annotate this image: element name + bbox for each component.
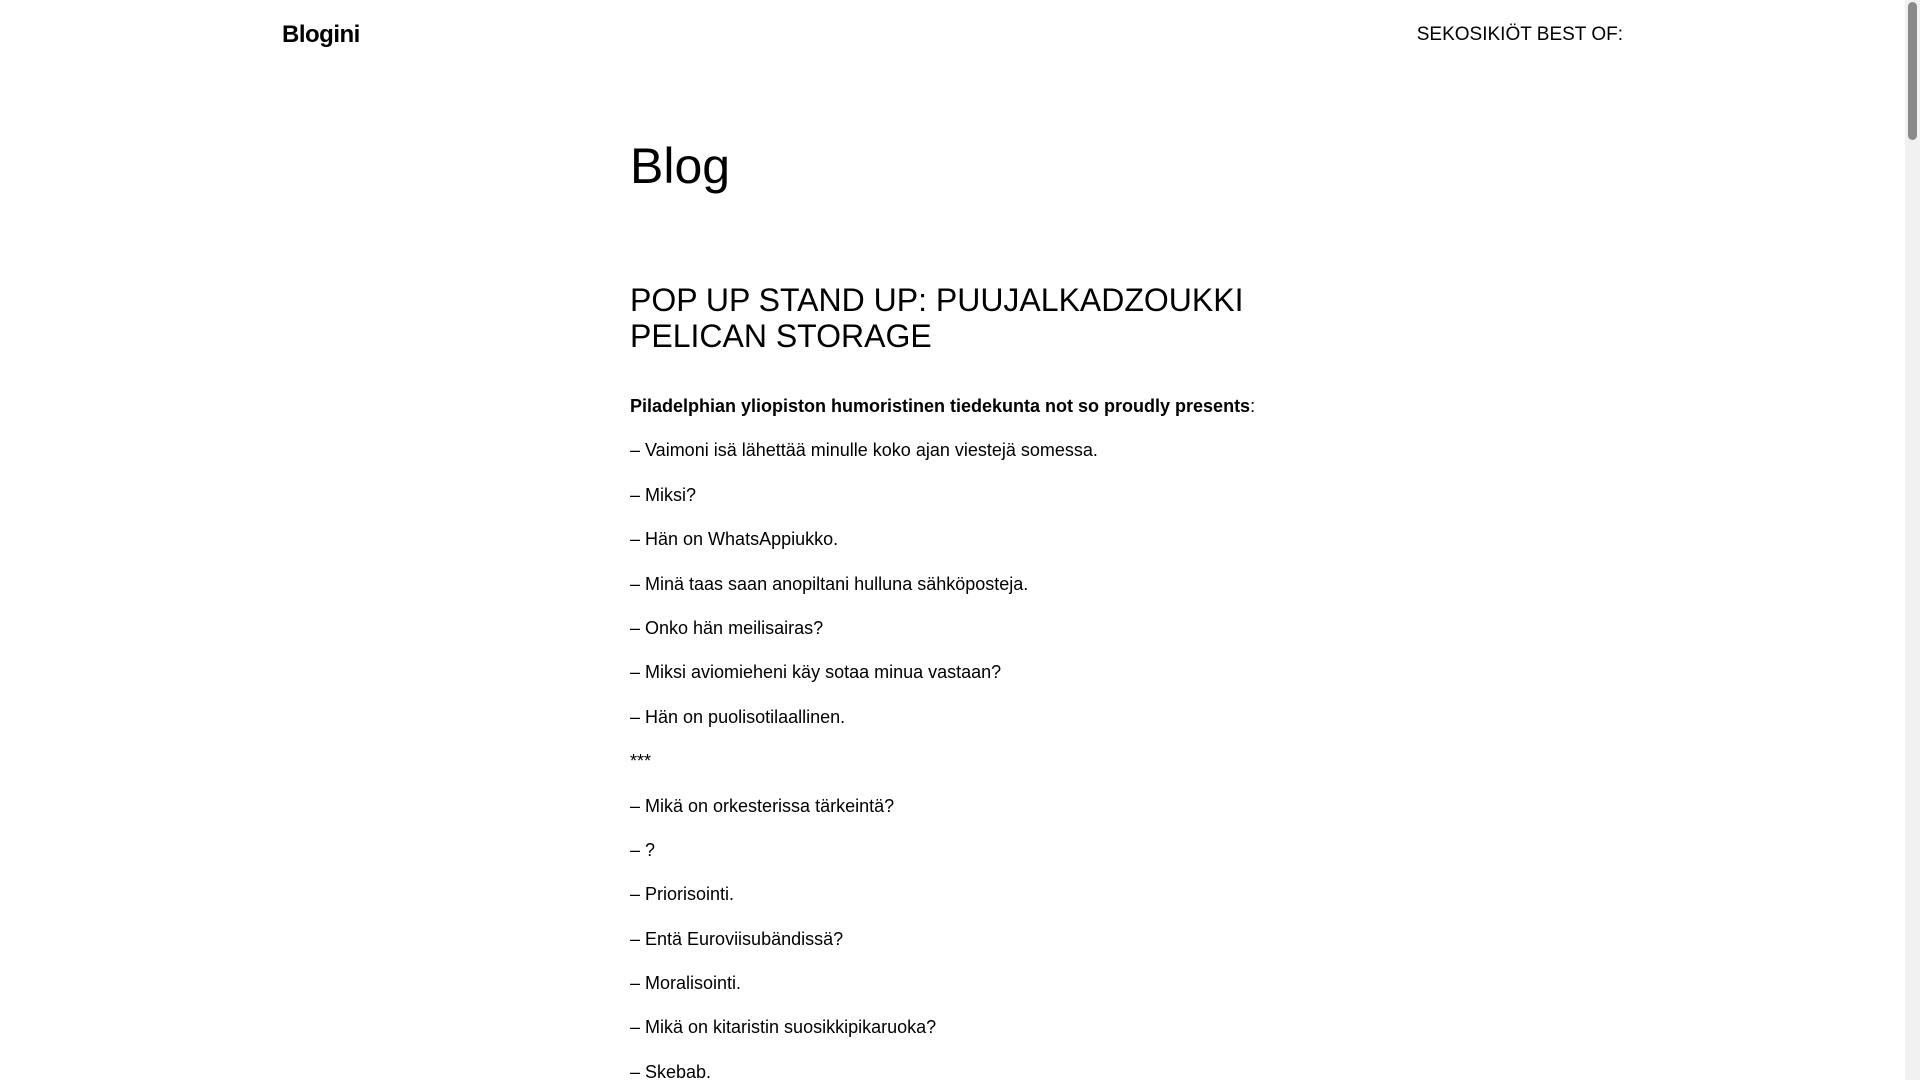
post-line: – Moralisointi. (630, 973, 742, 994)
site-title-link[interactable]: Blogini (282, 21, 360, 48)
post-line: – Priorisointi. (630, 884, 735, 905)
nav-menu-link[interactable]: SEKOSIKIÖT BEST OF: (1416, 24, 1623, 45)
post-content (630, 395, 1330, 1080)
post-title-link[interactable]: POP UP STAND UP: PUUJALKADZOUKKI PELICAN STORAGE (630, 282, 1244, 354)
post-line: – Minä taas saan anopiltani hulluna sähköposteja. (630, 573, 1029, 594)
post-line: – Miksi? (630, 484, 697, 505)
post-intro-bold: Piladelphian yliopiston humoristinen tiedekunta not so proudly presents (630, 396, 1251, 416)
post-line: – Mikä on kitaristin suosikkipikaruoka? (630, 1017, 937, 1038)
post-line: – Entä Euroviisubändissä? (630, 928, 844, 949)
post-line: – Miksi aviomieheni käy sotaa minua vastaan? (630, 662, 1002, 683)
post-line: – Mikä on orkesterissa tärkeintä? (630, 795, 895, 816)
page-title: Blog (630, 138, 731, 194)
post-line: – Hän on WhatsAppiukko. (630, 529, 839, 550)
post-intro-suffix: : (1250, 396, 1256, 416)
post-line: – Skebab. (630, 1061, 712, 1080)
post-line: – Vaimoni isä lähettää minulle koko ajan viestejä somessa. (630, 440, 1098, 461)
post-intro (630, 395, 1330, 417)
post-separator: *** (630, 751, 652, 772)
post-line: – Onko hän meilisairas? (630, 617, 824, 638)
post-line: – ? (630, 839, 656, 860)
scrollbar-thumb[interactable] (1908, 2, 1917, 140)
post-line: – Hän on puolisotilaallinen. (630, 706, 846, 727)
vertical-scrollbar[interactable] (1905, 0, 1920, 1080)
